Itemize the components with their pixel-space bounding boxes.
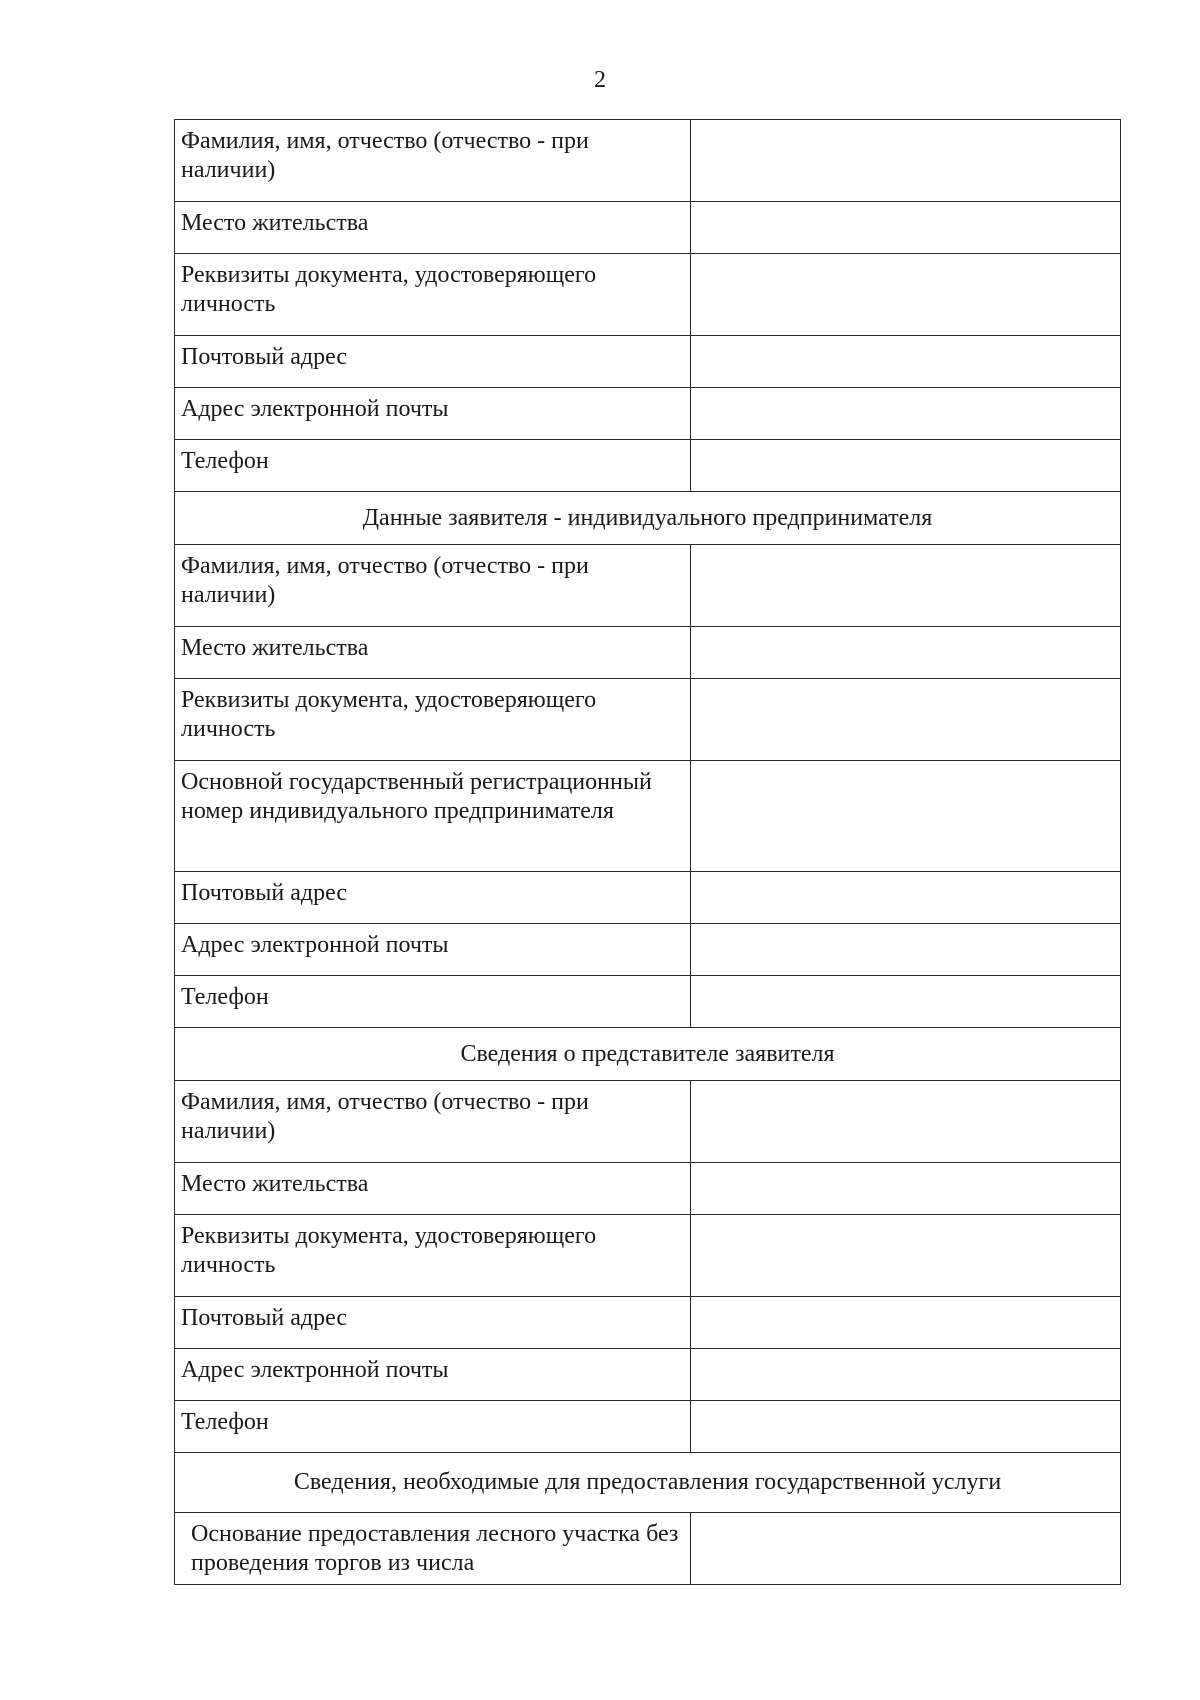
field-value-residence[interactable] [691,627,1121,679]
section-heading-service-details: Сведения, необходимые для предоставления государственной услуги [175,1453,1121,1513]
field-value-residence[interactable] [691,1163,1121,1215]
field-value-email[interactable] [691,388,1121,440]
table-row [175,872,1121,924]
table-row [175,1215,1121,1297]
table-row [175,545,1121,627]
field-label-email: Адрес электронной почты [175,924,691,976]
table-row [175,388,1121,440]
field-label-full-name: Фамилия, имя, отчество (отчество - при наличии) [175,545,691,627]
section-heading-row [175,1453,1121,1513]
field-label-full-name: Фамилия, имя, отчество (отчество - при наличии) [175,1081,691,1163]
section-heading-row [175,492,1121,545]
field-label-id-document: Реквизиты документа, удостоверяющего личность [175,1215,691,1297]
page-number: 2 [594,67,606,93]
field-label-ogrnip: Основной государственный регистрационный номер индивидуального предпринимателя [175,761,691,872]
section-heading-representative: Сведения о представителе заявителя [175,1028,1121,1081]
field-value-phone[interactable] [691,976,1121,1028]
table-row [175,627,1121,679]
section-heading-entrepreneur: Данные заявителя - индивидуального предпринимателя [175,492,1121,545]
field-value-ogrnip[interactable] [691,761,1121,872]
table-row [175,679,1121,761]
table-row [175,254,1121,336]
table-row [175,1081,1121,1163]
field-label-id-document: Реквизиты документа, удостоверяющего личность [175,679,691,761]
field-value-phone[interactable] [691,440,1121,492]
field-label-phone: Телефон [175,1401,691,1453]
field-value-email[interactable] [691,1349,1121,1401]
field-value-basis-for-provision[interactable] [691,1513,1121,1585]
field-label-residence: Место жительства [175,1163,691,1215]
field-value-residence[interactable] [691,202,1121,254]
field-label-basis-for-provision: Основание предоставления лесного участка без проведения торгов из числа [175,1513,691,1585]
field-label-email: Адрес электронной почты [175,1349,691,1401]
field-value-full-name[interactable] [691,1081,1121,1163]
field-label-full-name: Фамилия, имя, отчество (отчество - при наличии) [175,120,691,202]
table-row [175,1163,1121,1215]
field-label-postal-address: Почтовый адрес [175,872,691,924]
field-value-postal-address[interactable] [691,872,1121,924]
field-label-residence: Место жительства [175,202,691,254]
table-row [175,924,1121,976]
table-row [175,202,1121,254]
field-label-phone: Телефон [175,976,691,1028]
field-value-id-document[interactable] [691,254,1121,336]
field-label-residence: Место жительства [175,627,691,679]
table-row [175,1401,1121,1453]
field-value-email[interactable] [691,924,1121,976]
table-row [175,1297,1121,1349]
field-value-full-name[interactable] [691,545,1121,627]
field-value-full-name[interactable] [691,120,1121,202]
application-form-table [174,119,1121,1585]
field-label-email: Адрес электронной почты [175,388,691,440]
table-row [175,976,1121,1028]
table-row [175,440,1121,492]
table-row [175,1513,1121,1585]
field-value-postal-address[interactable] [691,336,1121,388]
table-row [175,120,1121,202]
section-heading-row [175,1028,1121,1081]
field-label-postal-address: Почтовый адрес [175,336,691,388]
field-value-phone[interactable] [691,1401,1121,1453]
field-value-postal-address[interactable] [691,1297,1121,1349]
field-value-id-document[interactable] [691,679,1121,761]
table-row [175,336,1121,388]
field-label-phone: Телефон [175,440,691,492]
table-row [175,761,1121,872]
table-row [175,1349,1121,1401]
field-label-id-document: Реквизиты документа, удостоверяющего личность [175,254,691,336]
field-label-postal-address: Почтовый адрес [175,1297,691,1349]
field-value-id-document[interactable] [691,1215,1121,1297]
